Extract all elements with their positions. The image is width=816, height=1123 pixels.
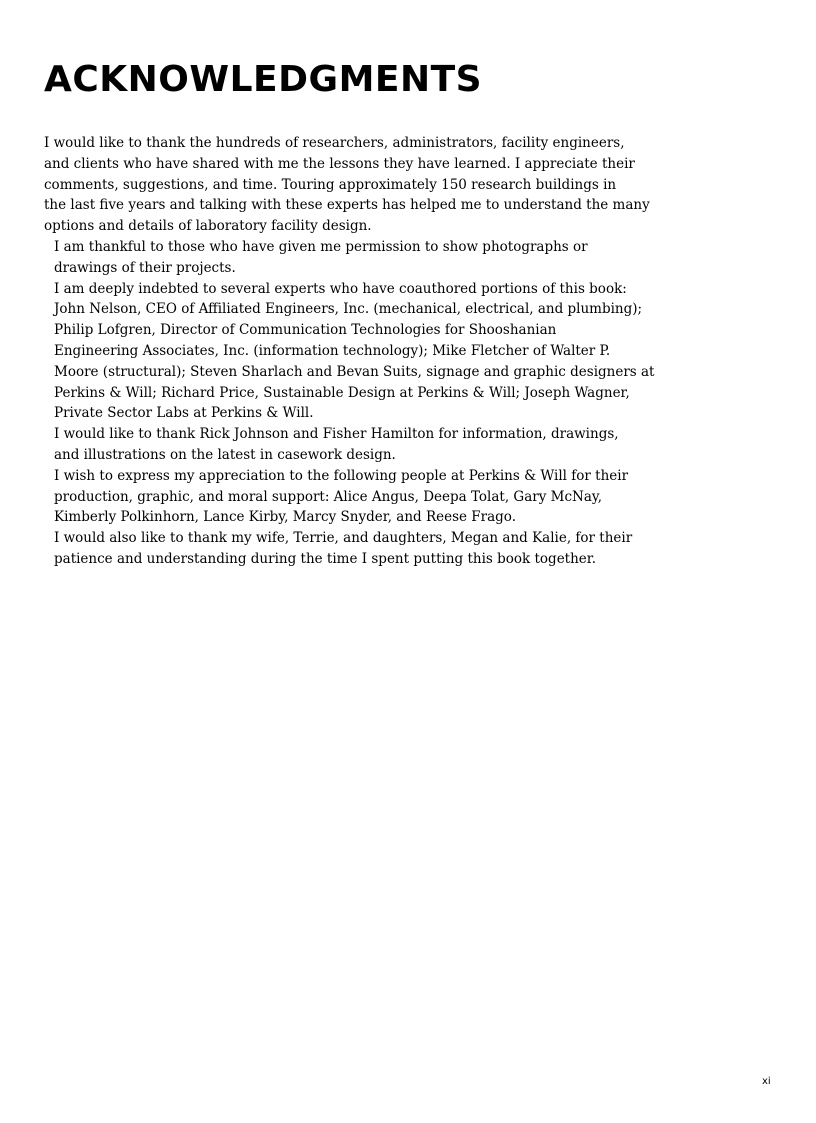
text-line: I would like to thank Rick Johnson and Fisher Hamilton for information, drawings, xyxy=(54,426,619,443)
paragraph xyxy=(44,133,650,237)
text-line: and illustrations on the latest in casework design. xyxy=(54,446,396,463)
text-line: I would also like to thank my wife, Terrie, and daughters, Megan and Kalie, for their xyxy=(54,530,633,547)
text-line: I would like to thank the hundreds of researchers, administrators, facility engineers, xyxy=(44,135,625,151)
text-line: comments, suggestions, and time. Touring approximately 150 research buildings in xyxy=(44,176,617,193)
paragraph xyxy=(44,424,619,466)
text-line: Philip Lofgren, Director of Communication Technologies for Shooshanian xyxy=(54,322,557,339)
text-line: Engineering Associates, Inc. (information technology); Mike Fletcher of Walter P. xyxy=(54,342,611,359)
text-line: I wish to express my appreciation to the following people at Perkins & Will for their xyxy=(54,467,629,484)
page-title: ACKNOWLEDGMENTS xyxy=(44,59,483,100)
text-line: Perkins & Will; Richard Price, Sustainable Design at Perkins & Will; Joseph Wagner, xyxy=(54,384,630,401)
paragraph xyxy=(44,466,629,528)
paragraph xyxy=(44,237,604,279)
paragraph xyxy=(44,528,633,570)
text-line: Moore (structural); Steven Sharlach and Bevan Suits, signage and graphic designers at xyxy=(54,363,655,380)
text-line: I am deeply indebted to several experts who have coauthored portions of this book: xyxy=(54,280,627,297)
text-line: drawings of their projects. xyxy=(54,259,236,276)
text-line: patience and understanding during the time I spent putting this book together. xyxy=(54,550,597,567)
text-line: and clients who have shared with me the lessons they have learned. I appreciate their xyxy=(44,155,635,172)
text-line: production, graphic, and moral support: Alice Angus, Deepa Tolat, Gary McNay, xyxy=(54,488,603,505)
paragraph xyxy=(44,279,655,425)
text-line: Private Sector Labs at Perkins & Will. xyxy=(54,405,314,422)
body-text xyxy=(44,133,655,570)
text-line: the last five years and talking with these experts has helped me to understand the many xyxy=(44,197,650,214)
page-number: xi xyxy=(762,1076,771,1087)
text-line: John Nelson, CEO of Affiliated Engineers, Inc. (mechanical, electrical, and plumbing); xyxy=(54,301,643,318)
text-line: Kimberly Polkinhorn, Lance Kirby, Marcy Snyder, and Reese Frago. xyxy=(54,509,516,526)
text-line: options and details of laboratory facility design. xyxy=(44,218,372,235)
text-line: I am thankful to those who have given me permission to show photographs or xyxy=(54,238,588,255)
